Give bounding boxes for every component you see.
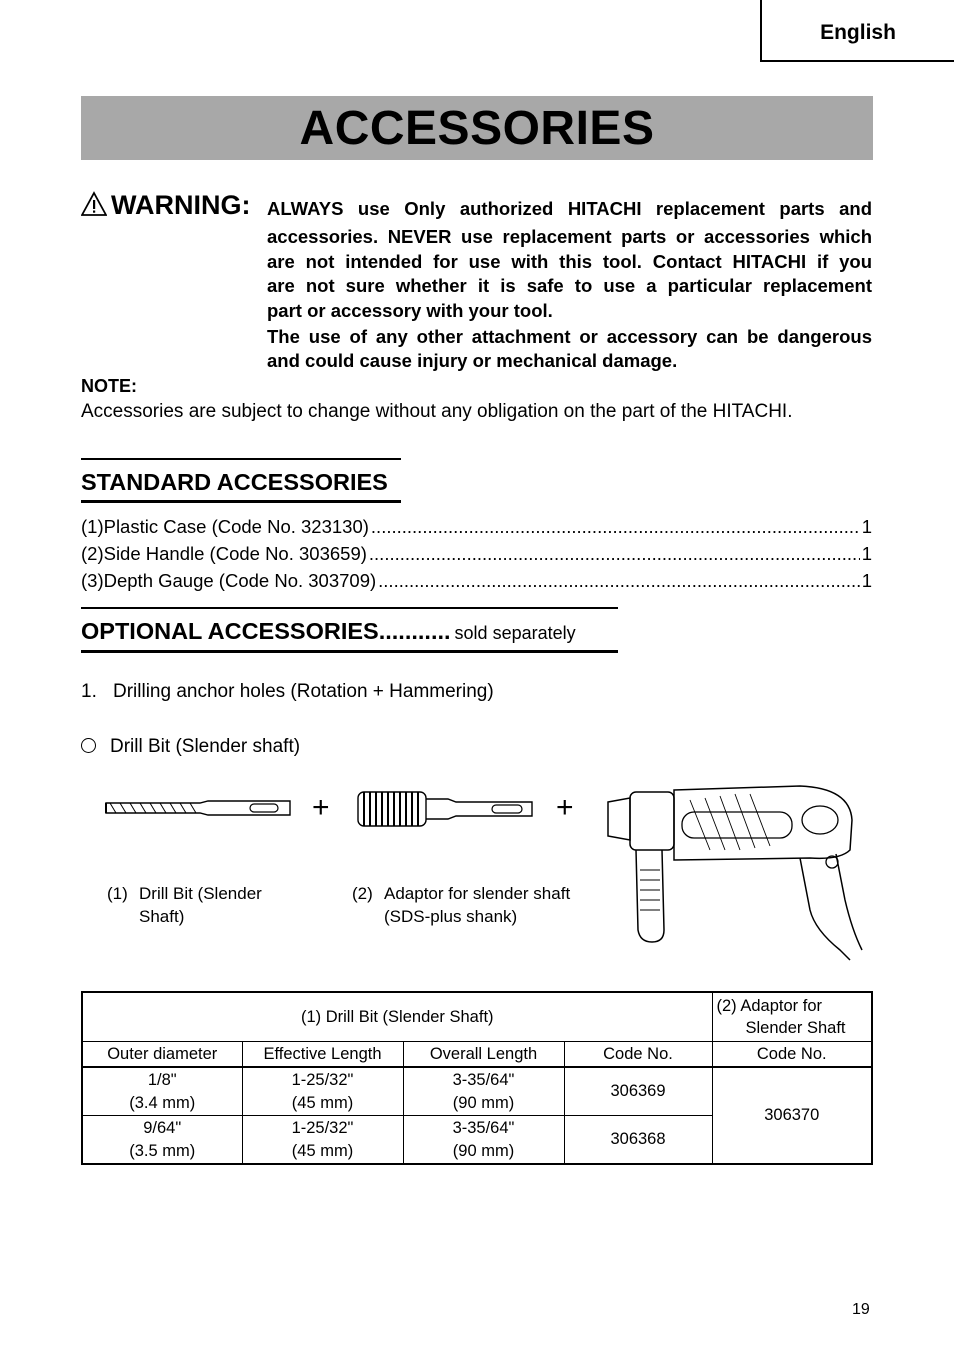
table-cell — [82, 1116, 242, 1165]
list-item — [81, 542, 872, 566]
warning-triangle-icon — [81, 191, 107, 217]
adaptor-illustration — [352, 784, 542, 834]
table-group-header: (1) Drill Bit (Slender Shaft) — [82, 992, 712, 1042]
caption-line: (SDS-plus shank) — [384, 907, 518, 926]
caption-line: Adaptor for slender shaft — [384, 884, 571, 903]
cell-line: (90 mm) — [452, 1093, 515, 1112]
table-header-row — [82, 1042, 872, 1068]
dot-leader — [378, 569, 860, 593]
column-header: Overall Length — [403, 1042, 564, 1068]
warning-line: accessories. NEVER use replacement parts or accessories which — [267, 226, 872, 247]
standard-heading-box — [81, 458, 401, 503]
caption-number: (2) — [352, 884, 373, 903]
table-cell: 306369 — [564, 1067, 712, 1116]
numbered-item — [81, 681, 494, 703]
caption-adaptor — [352, 882, 570, 928]
table-cell — [403, 1067, 564, 1116]
circle-bullet-icon — [81, 738, 96, 753]
cell-line: 3-35/64" — [452, 1118, 515, 1137]
dot-leader — [369, 542, 860, 566]
caption-line: Drill Bit (Slender — [139, 884, 262, 903]
warning-heading — [81, 188, 250, 222]
warning-line: ALWAYS use Only authorized HITACHI replacement parts and — [267, 198, 872, 219]
page-number: 19 — [852, 1301, 870, 1318]
header-line: Adaptor for — [740, 997, 822, 1015]
caption-number: (1) — [107, 884, 128, 903]
cell-line: (3.4 mm) — [129, 1093, 196, 1112]
item-text: Drilling anchor holes (Rotation + Hammering) — [113, 681, 494, 702]
table-header-row — [82, 992, 872, 1042]
table-group-header — [712, 992, 872, 1042]
column-header: Outer diameter — [82, 1042, 242, 1068]
standard-heading: STANDARD ACCESSORIES — [81, 469, 388, 495]
cell-line: (90 mm) — [452, 1141, 515, 1160]
spec-table — [81, 991, 873, 1165]
cell-line: 3-35/64" — [452, 1070, 515, 1089]
caption-drill-bit — [107, 882, 262, 928]
item-qty: 1 — [861, 516, 872, 537]
cell-line: (45 mm) — [291, 1093, 354, 1112]
bullet-item — [81, 736, 300, 758]
item-number: 1. — [81, 681, 97, 702]
column-header: Code No. — [564, 1042, 712, 1068]
cell-line: (45 mm) — [291, 1141, 354, 1160]
plus-sign: + — [556, 791, 574, 824]
drill-bit-illustration — [100, 790, 300, 826]
list-item — [81, 569, 872, 593]
cell-line: 1/8" — [147, 1070, 177, 1089]
warning-line: part or accessory with your tool. — [267, 300, 553, 321]
warning-line: are not intended for use with this tool. Contact HITACHI if you — [267, 251, 872, 272]
table-cell — [403, 1116, 564, 1165]
item-qty: 1 — [861, 570, 872, 591]
sold-separately: sold separately — [454, 623, 576, 643]
heading-leader: ........... — [378, 618, 451, 644]
table-cell: 306368 — [564, 1116, 712, 1165]
plus-sign: + — [312, 791, 330, 824]
table-cell — [82, 1067, 242, 1116]
caption-line: Shaft) — [139, 907, 185, 926]
cell-line: 9/64" — [143, 1118, 182, 1137]
dot-leader — [371, 515, 860, 539]
cell-line: (3.5 mm) — [129, 1141, 196, 1160]
warning-line: are not sure whether it is safe to use a particular replacement — [267, 275, 872, 296]
column-header: Code No. — [712, 1042, 872, 1068]
warning-line: and could cause injury or mechanical damage. — [267, 350, 678, 371]
header-number: (2) — [716, 997, 737, 1015]
table-row — [82, 1067, 872, 1116]
note-label: NOTE: — [81, 376, 137, 396]
optional-heading: OPTIONAL ACCESSORIES — [81, 618, 379, 644]
table-cell: 306370 — [712, 1067, 872, 1164]
cell-line: 1-25/32" — [291, 1118, 354, 1137]
optional-heading-row — [81, 609, 618, 657]
optional-heading-box — [81, 607, 618, 653]
cell-line: 1-25/32" — [291, 1070, 354, 1089]
bullet-text: Drill Bit (Slender shaft) — [110, 736, 301, 757]
warning-label: WARNING: — [111, 190, 251, 220]
language-tab: English — [760, 0, 954, 62]
item-label: (2)Side Handle (Code No. 303659) — [81, 543, 367, 564]
page-title: ACCESSORIES — [81, 96, 873, 160]
table-cell — [242, 1116, 403, 1165]
note-text: Accessories are subject to change without any obligation on the part of the HITACHI. — [81, 401, 793, 422]
item-label: (1)Plastic Case (Code No. 323130) — [81, 516, 369, 537]
table-cell — [242, 1067, 403, 1116]
item-qty: 1 — [861, 543, 872, 564]
warning-line: The use of any other attachment or accessory can be dangerous — [267, 326, 872, 347]
column-header: Effective Length — [242, 1042, 403, 1068]
header-line: Slender Shaft — [745, 1019, 846, 1037]
rotary-hammer-illustration — [600, 780, 870, 972]
list-item — [81, 515, 872, 539]
item-label: (3)Depth Gauge (Code No. 303709) — [81, 570, 377, 591]
